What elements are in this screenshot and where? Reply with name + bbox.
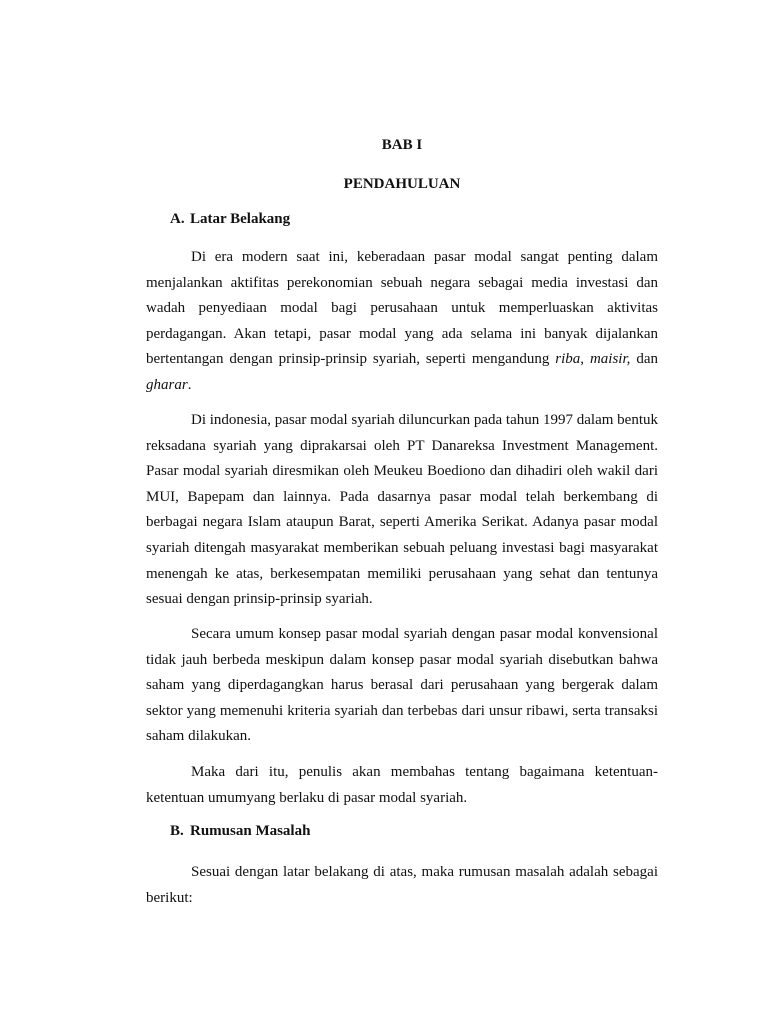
- paragraph-3-text: Secara umum konsep pasar modal syariah dengan pasar modal konvensional tidak jauh berbeda meskipun dalam konsep pasar modal syariah disebutkan bahwa saham yang diperdagangkan harus berasal dari perusahaan yang bergerak dalam sektor yang memenuhi kriteria syariah dan terbebas dari unsur ribawi, serta transaksi saham dilakukan.: [146, 626, 658, 745]
- section-a-paragraph-1: [146, 245, 658, 399]
- section-a-heading: [170, 211, 650, 228]
- chapter-title: PENDAHULUAN: [343, 176, 461, 192]
- section-a-paragraph-2: [146, 408, 658, 613]
- paragraph-1-italic-gharar: gharar: [146, 376, 188, 393]
- section-a-paragraph-3: [146, 622, 658, 750]
- paragraph-1-mid: dan: [636, 351, 658, 368]
- paragraph-2-text: Di indonesia, pasar modal syariah diluncurkan pada tahun 1997 dalam bentuk reksadana syariah yang diprakarsai oleh PT Danareksa Investment Management. Pasar modal syariah diresmikan oleh Meukeu Boediono dan dihadiri oleh wakil dari MUI, Bapepam dan lainnya. Pada dasarnya pasar modal telah berkembang di berbagai negara Islam ataupun Barat, seperti Amerika Serikat. Adanya pasar modal syariah ditengah masyarakat memberikan sebuah peluang investasi bagi masyarakat menengah ke atas, berkesempatan memiliki perusahaan yang sehat dan tentunya sesuai dengan prinsip-prinsip syariah.: [146, 412, 658, 608]
- paragraph-4-text: Maka dari itu, penulis akan membahas tentang bagaimana ketentuan-ketentuan umumyang berlaku di pasar modal syariah.: [146, 764, 658, 806]
- section-b-title: Rumusan Masalah: [190, 823, 311, 839]
- chapter-label: BAB I: [381, 137, 423, 153]
- section-b-number: B.: [170, 823, 184, 839]
- paragraph-1-end: .: [187, 376, 192, 393]
- section-b-paragraph-1: [146, 860, 658, 911]
- section-a-paragraph-4: [146, 760, 658, 811]
- paragraph-1-text: Di era modern saat ini, keberadaan pasar modal sangat penting dalam menjalankan aktifitas perekonomian sebuah negara sebagai media investasi dan wadah penyediaan modal bagi perusahaan untuk memperluaskan aktivitas perdagangan. Akan tetapi, pasar modal yang ada selama ini banyak dijalankan bertentangan dengan prinsip-prinsip syariah, seperti mengandung: [146, 249, 658, 368]
- section-a-number: A.: [170, 211, 185, 227]
- section-b-paragraph-text: Sesuai dengan latar belakang di atas, maka rumusan masalah adalah sebagai berikut:: [146, 864, 658, 906]
- paragraph-1-italic-terms: riba, maisir,: [555, 351, 631, 368]
- section-a-title: Latar Belakang: [190, 211, 291, 227]
- section-b-heading: [170, 823, 650, 840]
